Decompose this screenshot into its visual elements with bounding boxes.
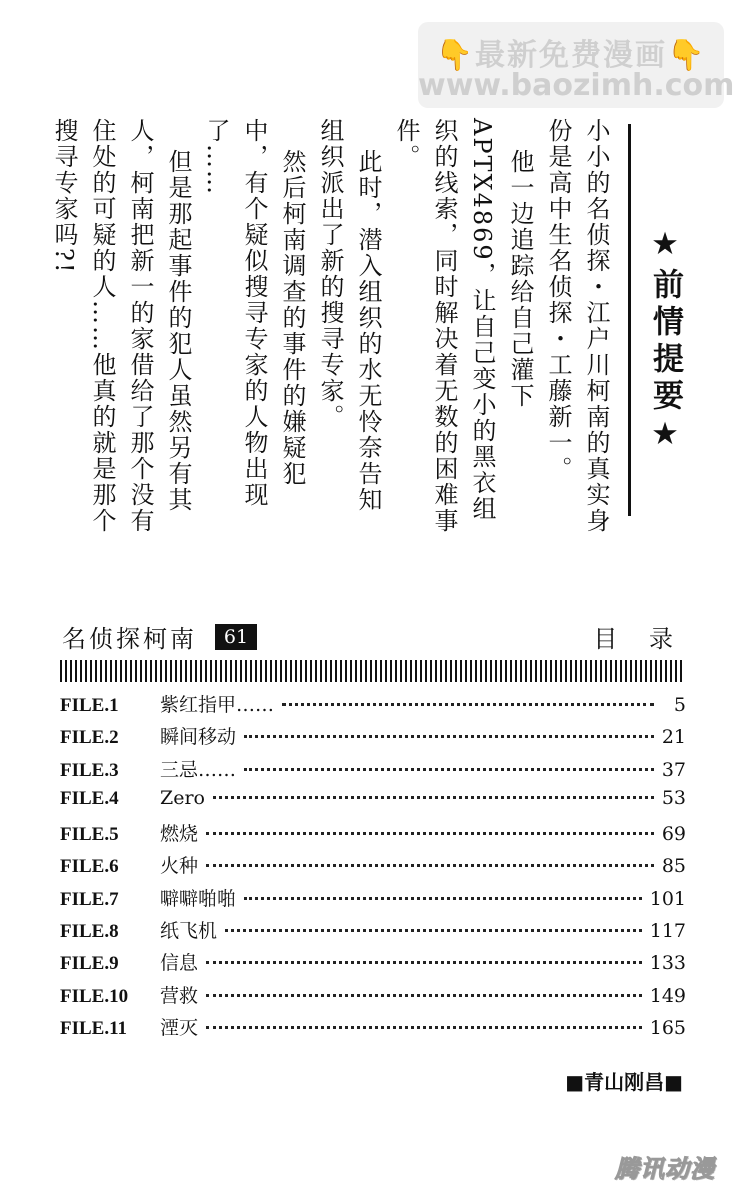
volume-badge: 61: [215, 624, 257, 650]
toc-chapter-title: 紫红指甲……: [160, 694, 275, 716]
toc-leader: [213, 796, 654, 799]
toc-leader: [206, 961, 642, 964]
recap-body: [50, 118, 615, 538]
toc-page-number: 117: [649, 920, 686, 943]
toc-chapter-title: 瞬间移动: [160, 726, 237, 749]
recap-paragraph: 此时，潜入组织的水无怜奈告知组织派出了新的搜寻专家。: [316, 118, 382, 514]
toc-page-number: 101: [649, 887, 686, 910]
watermark-url: www.baozimh.com: [418, 68, 735, 103]
recap-paragraph: 然后柯南调查的事件的嫌疑犯中，有个疑似搜寻专家的人物出现了……: [202, 118, 306, 508]
toc-leader: [282, 703, 654, 706]
recap-divider: [628, 124, 631, 516]
toc-leader: [206, 832, 654, 835]
series-title: 名侦探柯南: [62, 625, 197, 653]
toc-chapter-title: 营救: [160, 984, 199, 1007]
toc-page-number: 69: [661, 823, 686, 846]
recap-paragraph: 他一边追踪给自己灌下 APTX4869，让自己变小的黑衣组织的线索，同时解决着无数的困难事件。: [392, 118, 534, 534]
toc-page-number: 5: [673, 694, 686, 716]
recap-paragraph: 但是那起事件的犯人虽然另有其人，柯南把新一的家借给了那个没有住处的可疑的人……他真的就是那个搜寻专家吗?!: [50, 118, 192, 534]
toc-chapter-title: 火种: [160, 855, 199, 878]
recap-paragraph: 小小的名侦探・江户川柯南的真实身份是高中生名侦探・工藤新一。: [544, 118, 610, 534]
toc-page-number: 165: [649, 1016, 686, 1039]
toc-chapter-title: 纸飞机: [160, 920, 218, 943]
toc-row[interactable]: [60, 722, 686, 754]
publisher-logo: 腾讯动漫: [615, 1155, 715, 1183]
watermark-banner: [418, 22, 735, 108]
toc-file-number: FILE.11: [60, 1017, 128, 1039]
toc-leader: [206, 1026, 642, 1029]
toc-file-number: FILE.2: [60, 727, 119, 749]
toc-page-number: 85: [661, 855, 686, 878]
toc-file-number: FILE.7: [60, 888, 119, 910]
decorative-bar: [60, 660, 682, 682]
toc-leader: [244, 768, 654, 771]
toc-row[interactable]: [60, 755, 686, 787]
toc-row[interactable]: [60, 819, 686, 851]
toc-row[interactable]: [60, 981, 686, 1013]
toc-row[interactable]: [60, 884, 686, 916]
toc-heading: 目 录: [593, 625, 685, 653]
toc-file-number: FILE.1: [60, 695, 119, 716]
toc-leader: [244, 735, 654, 738]
pointing-hand-icon: 👇: [667, 38, 707, 73]
toc-leader: [244, 897, 642, 900]
toc-page-number: 37: [661, 758, 686, 781]
pointing-hand-icon: 👇: [435, 38, 475, 73]
toc-row[interactable]: [60, 851, 686, 883]
toc-page-number: 21: [661, 726, 686, 749]
toc-row[interactable]: [60, 1013, 686, 1045]
toc-chapter-title: 噼噼啪啪: [160, 887, 237, 910]
toc-chapter-title: 信息: [160, 952, 199, 975]
toc-leader: [206, 994, 642, 997]
watermark-text: 最新免费漫画: [475, 38, 667, 73]
recap-title: ★前情提要★: [647, 226, 683, 458]
toc-row[interactable]: [60, 787, 686, 819]
toc-page-number: 53: [661, 786, 686, 809]
toc-leader: [225, 929, 642, 932]
toc-file-number: FILE.10: [60, 985, 129, 1007]
toc-row[interactable]: [60, 916, 686, 948]
toc-file-number: FILE.9: [60, 953, 119, 975]
author-credit: ■青山刚昌■: [565, 1070, 683, 1094]
toc-leader: [206, 864, 654, 867]
toc-page-number: 133: [649, 952, 686, 975]
toc-file-number: FILE.4: [60, 787, 119, 809]
toc-file-number: FILE.6: [60, 856, 119, 878]
toc-chapter-title: Zero: [160, 786, 205, 809]
toc-row[interactable]: [60, 690, 686, 722]
toc-chapter-title: 燃烧: [160, 823, 199, 846]
toc-row[interactable]: [60, 948, 686, 980]
toc-file-number: FILE.5: [60, 824, 119, 846]
table-of-contents: [60, 690, 686, 1045]
toc-page-number: 149: [649, 984, 686, 1007]
toc-file-number: FILE.8: [60, 921, 119, 943]
toc-chapter-title: 三忌……: [160, 758, 237, 781]
toc-file-number: FILE.3: [60, 759, 119, 781]
toc-chapter-title: 湮灭: [160, 1016, 199, 1039]
